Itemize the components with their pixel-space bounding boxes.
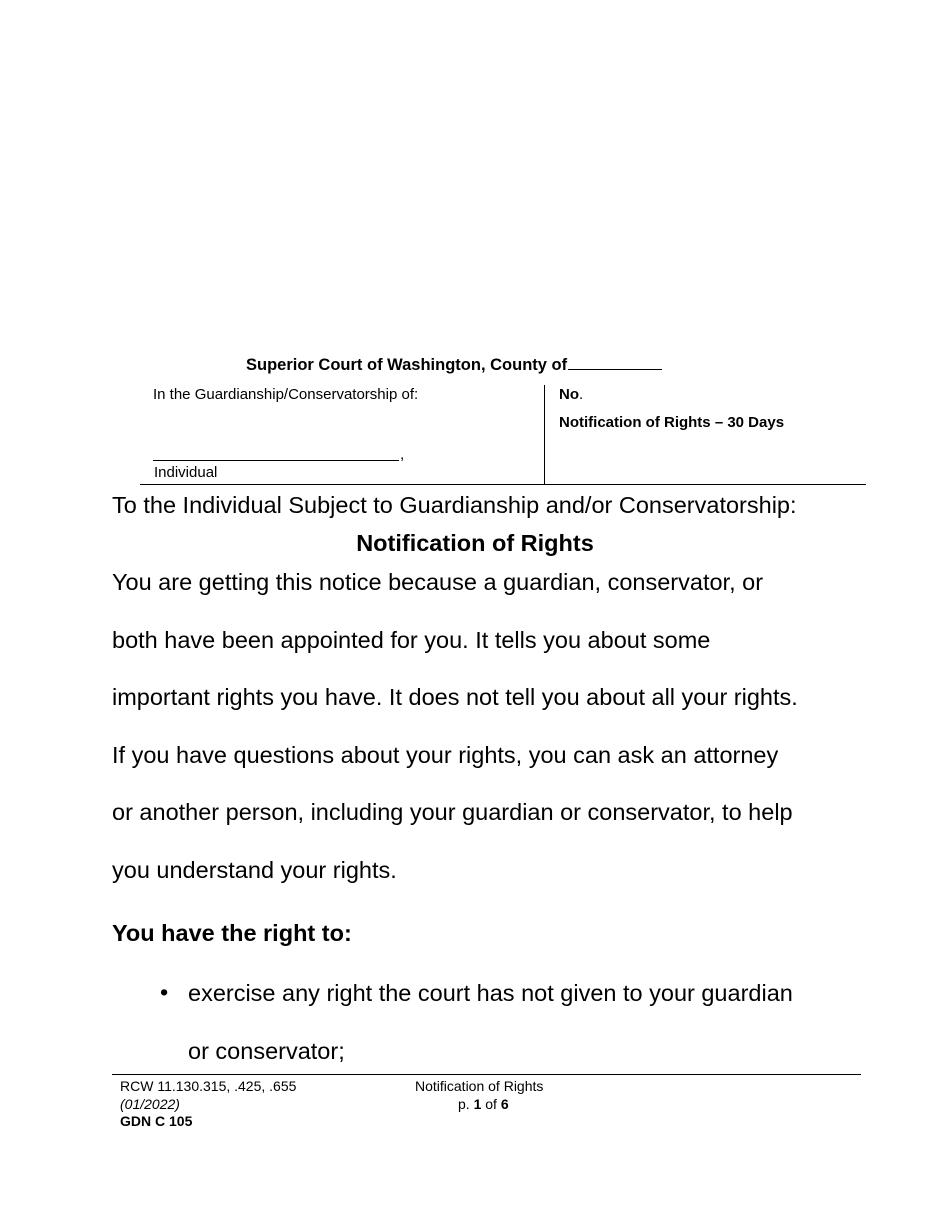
- paragraph-line: or another person, including your guardian or conservator, to help: [112, 799, 793, 825]
- case-number-dot: .: [579, 386, 584, 403]
- in-the-matter-label: In the Guardianship/Conservatorship of:: [153, 386, 419, 403]
- footer-form-number: GDN C 105: [120, 1113, 193, 1129]
- page-prefix: p.: [458, 1096, 470, 1112]
- footer-title: Notification of Rights: [415, 1078, 544, 1094]
- paragraph-line: You are getting this notice because a guardian, conservator, or: [112, 569, 764, 595]
- paragraph-line: important rights you have. It does not tell you about all your rights.: [112, 684, 798, 710]
- bullet-icon: •: [160, 979, 169, 1005]
- paragraph-line: you understand your rights.: [112, 856, 397, 883]
- footer-revision-date: (01/2022): [120, 1096, 180, 1112]
- court-title: [246, 355, 662, 375]
- form-title: Notification of Rights – 30 Days: [559, 414, 785, 431]
- page-current: 1: [473, 1096, 482, 1112]
- footer-statute: RCW 11.130.315, .425, .655: [120, 1078, 297, 1094]
- paragraph-line: both have been appointed for you. It tells you about some: [112, 626, 711, 653]
- court-title-text: Superior Court of Washington, County of: [246, 356, 568, 374]
- individual-name-blank-field[interactable]: [153, 460, 399, 461]
- county-blank-field[interactable]: [568, 355, 662, 370]
- page-of: of: [485, 1096, 497, 1112]
- notice-heading: Notification of Rights: [356, 530, 594, 556]
- bullet-line: or conservator;: [188, 1037, 345, 1064]
- footer-divider: [112, 1074, 861, 1075]
- caption-vertical-divider: [544, 385, 545, 484]
- name-comma: ,: [400, 446, 405, 463]
- caption-bottom-divider: [140, 484, 866, 485]
- case-number-text: No: [559, 386, 579, 403]
- rights-list-item: [188, 965, 858, 1080]
- notice-paragraph: [112, 554, 852, 899]
- rights-heading: You have the right to:: [112, 920, 352, 946]
- bullet-line: exercise any right the court has not given to your guardian: [188, 980, 793, 1006]
- case-number-label: [559, 386, 583, 403]
- footer-page-number: [458, 1096, 509, 1112]
- addressee-line: To the Individual Subject to Guardianship and/or Conservatorship:: [112, 492, 797, 518]
- page-total: 6: [500, 1096, 509, 1112]
- party-label: Individual: [154, 464, 218, 481]
- paragraph-line: If you have questions about your rights, you can ask an attorney: [112, 741, 779, 768]
